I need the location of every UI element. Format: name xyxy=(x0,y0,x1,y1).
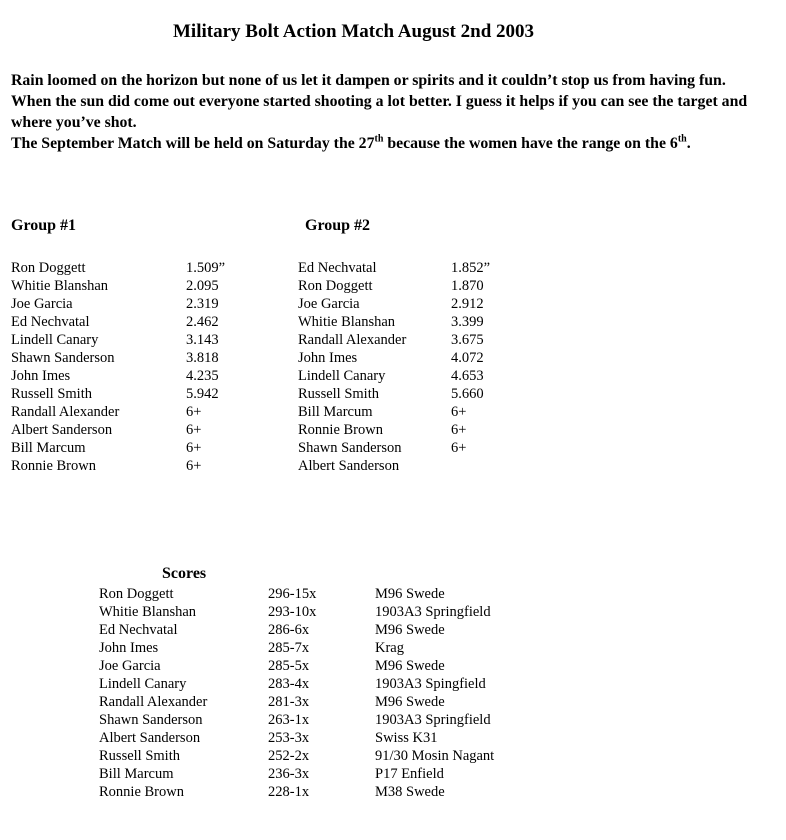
shooter-name: Russell Smith xyxy=(298,386,379,402)
page-title: Military Bolt Action Match August 2nd 2003 xyxy=(173,21,535,42)
intro-paragraph-2: When the sun did come out everyone started shooting a lot better. I guess it helps if you can see the target and where you’ve shot. xyxy=(11,93,748,131)
table-row xyxy=(99,675,599,693)
rifle-name: M38 Swede xyxy=(375,784,445,800)
shooter-name: Ronnie Brown xyxy=(11,458,96,474)
table-row xyxy=(99,711,599,729)
shooter-name: Lindell Canary xyxy=(298,368,386,384)
list-item xyxy=(11,457,271,475)
group-size: 6+ xyxy=(451,404,467,420)
group-size: 3.399 xyxy=(451,314,484,330)
scores-list xyxy=(99,585,599,801)
score-value: 285-5x xyxy=(268,658,310,674)
rifle-name: M96 Swede xyxy=(375,694,445,710)
list-item xyxy=(298,349,558,367)
score-value: 285-7x xyxy=(268,640,310,656)
table-row xyxy=(99,747,599,765)
list-item xyxy=(298,385,558,403)
shooter-name: Albert Sanderson xyxy=(298,458,400,474)
list-item xyxy=(11,439,271,457)
scores-heading: Scores xyxy=(162,565,207,582)
shooter-name: Lindell Canary xyxy=(99,676,187,692)
table-row xyxy=(99,639,599,657)
group-size: 4.072 xyxy=(451,350,484,366)
list-item xyxy=(11,421,271,439)
list-item xyxy=(11,277,271,295)
shooter-name: Ron Doggett xyxy=(99,586,174,602)
group-size: 5.942 xyxy=(186,386,219,402)
score-value: 236-3x xyxy=(268,766,310,782)
group-size: 6+ xyxy=(451,440,467,456)
table-row xyxy=(99,693,599,711)
shooter-name: Shawn Sanderson xyxy=(298,440,402,456)
group-size: 6+ xyxy=(186,440,202,456)
table-row xyxy=(99,585,599,603)
rifle-name: 1903A3 Springfield xyxy=(375,604,491,620)
shooter-name: Whitie Blanshan xyxy=(99,604,197,620)
group-size: 2.319 xyxy=(186,296,219,312)
list-item xyxy=(298,277,558,295)
list-item xyxy=(298,439,558,457)
rifle-name: 1903A3 Spingfield xyxy=(375,676,486,692)
rifle-name: P17 Enfield xyxy=(375,766,444,782)
score-value: 283-4x xyxy=(268,676,310,692)
ordinal-suffix: th xyxy=(374,133,384,145)
group-size: 6+ xyxy=(451,422,467,438)
shooter-name: Randall Alexander xyxy=(11,404,120,420)
shooter-name: Ron Doggett xyxy=(11,260,86,276)
list-item xyxy=(11,403,271,421)
list-item xyxy=(11,367,271,385)
rifle-name: 91/30 Mosin Nagant xyxy=(375,748,495,764)
group-2-heading: Group #2 xyxy=(305,217,371,234)
shooter-name: Randall Alexander xyxy=(298,332,407,348)
shooter-name: John Imes xyxy=(298,350,358,366)
score-value: 252-2x xyxy=(268,748,310,764)
rifle-name: Swiss K31 xyxy=(375,730,438,746)
shooter-name: Randall Alexander xyxy=(99,694,208,710)
group-size: 2.462 xyxy=(186,314,219,330)
shooter-name: Ronnie Brown xyxy=(99,784,184,800)
group-size: 3.143 xyxy=(186,332,219,348)
shooter-name: Albert Sanderson xyxy=(99,730,201,746)
shooter-name: Whitie Blanshan xyxy=(298,314,396,330)
shooter-name: John Imes xyxy=(99,640,159,656)
list-item xyxy=(298,313,558,331)
group-size: 5.660 xyxy=(451,386,484,402)
shooter-name: Ed Nechvatal xyxy=(298,260,377,276)
score-value: 281-3x xyxy=(268,694,310,710)
table-row xyxy=(99,783,599,801)
rifle-name: 1903A3 Springfield xyxy=(375,712,491,728)
group-size: 2.095 xyxy=(186,278,219,294)
list-item xyxy=(298,295,558,313)
list-item xyxy=(11,349,271,367)
score-value: 263-1x xyxy=(268,712,310,728)
ordinal-suffix: th xyxy=(677,133,687,145)
intro-text xyxy=(11,70,783,154)
group-1-list xyxy=(11,259,271,475)
intro-paragraph-1: Rain loomed on the horizon but none of us let it dampen or spirits and it couldn’t stop us from having fun. xyxy=(11,72,726,89)
list-item xyxy=(298,259,558,277)
score-value: 253-3x xyxy=(268,730,310,746)
group-size: 6+ xyxy=(186,458,202,474)
list-item xyxy=(11,295,271,313)
intro-p3-part-c: . xyxy=(686,135,691,152)
shooter-name: Joe Garcia xyxy=(99,658,161,674)
group-size: 6+ xyxy=(186,404,202,420)
shooter-name: Lindell Canary xyxy=(11,332,99,348)
rifle-name: Krag xyxy=(375,640,404,656)
shooter-name: Whitie Blanshan xyxy=(11,278,109,294)
group-size: 1.852” xyxy=(451,260,491,276)
shooter-name: Bill Marcum xyxy=(298,404,373,420)
shooter-name: Shawn Sanderson xyxy=(99,712,203,728)
shooter-name: Bill Marcum xyxy=(11,440,86,456)
shooter-name: Joe Garcia xyxy=(298,296,360,312)
score-value: 296-15x xyxy=(268,586,317,602)
list-item xyxy=(298,421,558,439)
shooter-name: Ron Doggett xyxy=(298,278,373,294)
group-2-list xyxy=(298,259,558,475)
rifle-name: M96 Swede xyxy=(375,586,445,602)
group-size: 4.235 xyxy=(186,368,219,384)
shooter-name: Russell Smith xyxy=(99,748,180,764)
shooter-name: Shawn Sanderson xyxy=(11,350,115,366)
group-size: 2.912 xyxy=(451,296,484,312)
score-value: 228-1x xyxy=(268,784,310,800)
group-size: 1.870 xyxy=(451,278,484,294)
intro-p3-part-a: The September Match will be held on Saturday the 27 xyxy=(11,135,375,152)
group-size: 1.509” xyxy=(186,260,226,276)
list-item xyxy=(11,385,271,403)
rifle-name: M96 Swede xyxy=(375,658,445,674)
shooter-name: Russell Smith xyxy=(11,386,92,402)
list-item xyxy=(11,259,271,277)
rifle-name: M96 Swede xyxy=(375,622,445,638)
group-size: 6+ xyxy=(186,422,202,438)
table-row xyxy=(99,729,599,747)
shooter-name: Ronnie Brown xyxy=(298,422,383,438)
list-item xyxy=(298,403,558,421)
group-size: 3.675 xyxy=(451,332,484,348)
score-value: 286-6x xyxy=(268,622,310,638)
list-item xyxy=(298,457,558,475)
shooter-name: Ed Nechvatal xyxy=(11,314,90,330)
shooter-name: Ed Nechvatal xyxy=(99,622,178,638)
shooter-name: Albert Sanderson xyxy=(11,422,113,438)
table-row xyxy=(99,657,599,675)
intro-paragraph-3 xyxy=(11,133,783,154)
table-row xyxy=(99,765,599,783)
table-row xyxy=(99,603,599,621)
list-item xyxy=(298,367,558,385)
shooter-name: Bill Marcum xyxy=(99,766,174,782)
list-item xyxy=(11,313,271,331)
intro-p3-part-b: because the women have the range on the 6 xyxy=(383,135,678,152)
list-item xyxy=(11,331,271,349)
list-item xyxy=(298,331,558,349)
group-size: 4.653 xyxy=(451,368,484,384)
score-value: 293-10x xyxy=(268,604,317,620)
shooter-name: John Imes xyxy=(11,368,71,384)
group-1-heading: Group #1 xyxy=(11,217,77,234)
group-size: 3.818 xyxy=(186,350,219,366)
table-row xyxy=(99,621,599,639)
shooter-name: Joe Garcia xyxy=(11,296,73,312)
